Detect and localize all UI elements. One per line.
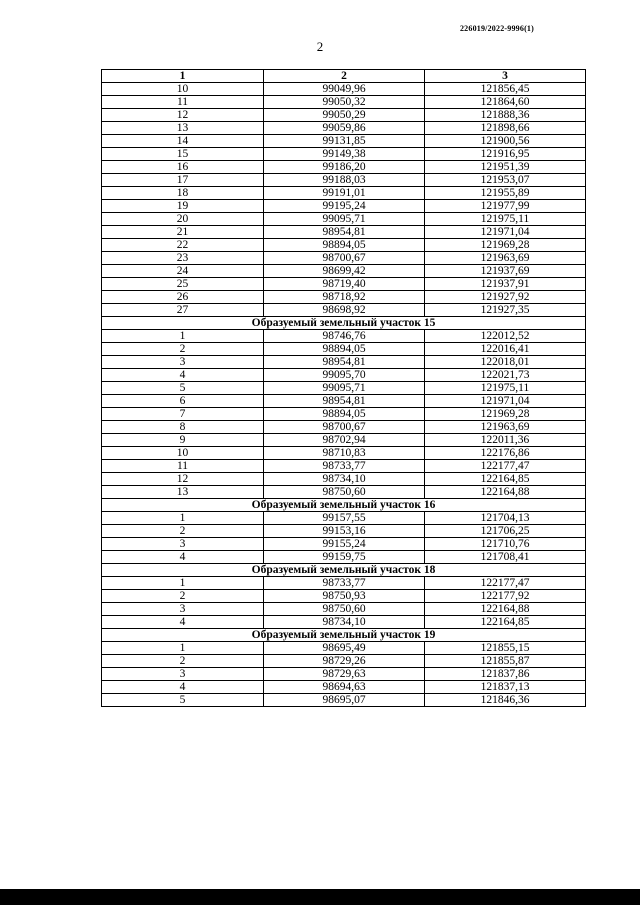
table-row [102, 590, 586, 603]
table-row [102, 226, 586, 239]
section-title: Образуемый земельный участок 19 [102, 629, 586, 642]
section-title-row [102, 629, 586, 642]
x-coordinate-cell: 99195,24 [264, 200, 425, 213]
x-coordinate-cell: 98894,05 [264, 343, 425, 356]
x-coordinate-cell: 98719,40 [264, 278, 425, 291]
table-row [102, 148, 586, 161]
y-coordinate-cell: 121927,35 [425, 304, 586, 317]
y-coordinate-cell: 121969,28 [425, 408, 586, 421]
point-number-cell: 14 [102, 135, 264, 148]
point-number-cell: 27 [102, 304, 264, 317]
x-coordinate-cell: 98734,10 [264, 473, 425, 486]
table-row [102, 694, 586, 707]
point-number-cell: 2 [102, 343, 264, 356]
table-row [102, 187, 586, 200]
x-coordinate-cell: 98733,77 [264, 577, 425, 590]
y-coordinate-cell: 121888,36 [425, 109, 586, 122]
x-coordinate-cell: 99191,01 [264, 187, 425, 200]
y-coordinate-cell: 122011,36 [425, 434, 586, 447]
table-row [102, 512, 586, 525]
table-row [102, 304, 586, 317]
y-coordinate-cell: 121704,13 [425, 512, 586, 525]
y-coordinate-cell: 121975,11 [425, 213, 586, 226]
section-title-row [102, 564, 586, 577]
table-row [102, 434, 586, 447]
x-coordinate-cell: 99059,86 [264, 122, 425, 135]
x-coordinate-cell: 99050,29 [264, 109, 425, 122]
table-row [102, 161, 586, 174]
y-coordinate-cell: 121898,66 [425, 122, 586, 135]
point-number-cell: 21 [102, 226, 264, 239]
x-coordinate-cell: 98700,67 [264, 421, 425, 434]
table-row [102, 525, 586, 538]
table-header-row [102, 70, 586, 83]
table-row [102, 538, 586, 551]
point-number-cell: 5 [102, 694, 264, 707]
x-coordinate-cell: 98695,49 [264, 642, 425, 655]
point-number-cell: 24 [102, 265, 264, 278]
x-coordinate-cell: 99049,96 [264, 83, 425, 96]
y-coordinate-cell: 121971,04 [425, 226, 586, 239]
table-row [102, 369, 586, 382]
table-row [102, 356, 586, 369]
y-coordinate-cell: 121916,95 [425, 148, 586, 161]
y-coordinate-cell: 121710,76 [425, 538, 586, 551]
x-coordinate-cell: 98702,94 [264, 434, 425, 447]
table-row [102, 213, 586, 226]
point-number-cell: 18 [102, 187, 264, 200]
table-row [102, 122, 586, 135]
y-coordinate-cell: 122177,47 [425, 460, 586, 473]
point-number-cell: 1 [102, 512, 264, 525]
point-number-cell: 4 [102, 616, 264, 629]
x-coordinate-cell: 98750,60 [264, 486, 425, 499]
table-row [102, 278, 586, 291]
point-number-cell: 12 [102, 109, 264, 122]
x-coordinate-cell: 98694,63 [264, 681, 425, 694]
table-row [102, 408, 586, 421]
table-row [102, 291, 586, 304]
x-coordinate-cell: 99159,75 [264, 551, 425, 564]
table-row [102, 174, 586, 187]
table-row [102, 655, 586, 668]
x-coordinate-cell: 98699,42 [264, 265, 425, 278]
point-number-cell: 7 [102, 408, 264, 421]
point-number-cell: 13 [102, 122, 264, 135]
scan-bottom-edge [0, 889, 640, 905]
y-coordinate-cell: 122164,88 [425, 603, 586, 616]
table-row [102, 616, 586, 629]
y-coordinate-cell: 122018,01 [425, 356, 586, 369]
coordinates-table-body [102, 70, 586, 707]
point-number-cell: 6 [102, 395, 264, 408]
y-coordinate-cell: 121937,69 [425, 265, 586, 278]
point-number-cell: 8 [102, 421, 264, 434]
y-coordinate-cell: 122012,52 [425, 330, 586, 343]
x-coordinate-cell: 99095,70 [264, 369, 425, 382]
table-row [102, 681, 586, 694]
point-number-cell: 22 [102, 239, 264, 252]
x-coordinate-cell: 98695,07 [264, 694, 425, 707]
point-number-cell: 5 [102, 382, 264, 395]
point-number-cell: 3 [102, 356, 264, 369]
section-title-row [102, 499, 586, 512]
table-row [102, 343, 586, 356]
y-coordinate-cell: 121864,60 [425, 96, 586, 109]
section-title: Образуемый земельный участок 16 [102, 499, 586, 512]
point-number-cell: 1 [102, 577, 264, 590]
point-number-cell: 3 [102, 668, 264, 681]
y-coordinate-cell: 122164,85 [425, 473, 586, 486]
y-coordinate-cell: 121969,28 [425, 239, 586, 252]
y-coordinate-cell: 121963,69 [425, 421, 586, 434]
y-coordinate-cell: 122177,92 [425, 590, 586, 603]
y-coordinate-cell: 121971,04 [425, 395, 586, 408]
y-coordinate-cell: 122164,88 [425, 486, 586, 499]
table-row [102, 382, 586, 395]
y-coordinate-cell: 122016,41 [425, 343, 586, 356]
y-coordinate-cell: 121708,41 [425, 551, 586, 564]
point-number-cell: 4 [102, 551, 264, 564]
x-coordinate-cell: 98700,67 [264, 252, 425, 265]
point-number-cell: 16 [102, 161, 264, 174]
point-number-cell: 1 [102, 330, 264, 343]
y-coordinate-cell: 121837,13 [425, 681, 586, 694]
x-coordinate-cell: 99153,16 [264, 525, 425, 538]
x-coordinate-cell: 98750,60 [264, 603, 425, 616]
x-coordinate-cell: 99157,55 [264, 512, 425, 525]
y-coordinate-cell: 121846,36 [425, 694, 586, 707]
point-number-cell: 2 [102, 655, 264, 668]
table-row [102, 96, 586, 109]
x-coordinate-cell: 98729,63 [264, 668, 425, 681]
x-coordinate-cell: 98894,05 [264, 408, 425, 421]
table-row [102, 486, 586, 499]
y-coordinate-cell: 121927,92 [425, 291, 586, 304]
x-coordinate-cell: 98733,77 [264, 460, 425, 473]
point-number-cell: 2 [102, 525, 264, 538]
table-row [102, 83, 586, 96]
table-row [102, 668, 586, 681]
point-number-cell: 25 [102, 278, 264, 291]
x-coordinate-cell: 99131,85 [264, 135, 425, 148]
point-number-cell: 20 [102, 213, 264, 226]
coordinates-table [101, 69, 586, 707]
point-number-cell: 4 [102, 369, 264, 382]
table-row [102, 109, 586, 122]
y-coordinate-cell: 121955,89 [425, 187, 586, 200]
x-coordinate-cell: 98954,81 [264, 395, 425, 408]
x-coordinate-cell: 98698,92 [264, 304, 425, 317]
x-coordinate-cell: 98954,81 [264, 356, 425, 369]
y-coordinate-cell: 121937,91 [425, 278, 586, 291]
table-row [102, 135, 586, 148]
y-coordinate-cell: 121951,39 [425, 161, 586, 174]
table-row [102, 447, 586, 460]
table-row [102, 421, 586, 434]
x-coordinate-cell: 98750,93 [264, 590, 425, 603]
table-row [102, 603, 586, 616]
page-number: 2 [316, 39, 324, 54]
y-coordinate-cell: 121977,99 [425, 200, 586, 213]
x-coordinate-cell: 99155,24 [264, 538, 425, 551]
x-coordinate-cell: 98718,92 [264, 291, 425, 304]
table-row [102, 460, 586, 473]
x-coordinate-cell: 98954,81 [264, 226, 425, 239]
header-col-3: 3 [425, 70, 586, 83]
point-number-cell: 17 [102, 174, 264, 187]
point-number-cell: 3 [102, 603, 264, 616]
y-coordinate-cell: 121975,11 [425, 382, 586, 395]
point-number-cell: 13 [102, 486, 264, 499]
table-row [102, 200, 586, 213]
y-coordinate-cell: 121706,25 [425, 525, 586, 538]
table-row [102, 265, 586, 278]
table-row [102, 330, 586, 343]
y-coordinate-cell: 121900,56 [425, 135, 586, 148]
point-number-cell: 19 [102, 200, 264, 213]
point-number-cell: 9 [102, 434, 264, 447]
y-coordinate-cell: 122177,47 [425, 577, 586, 590]
x-coordinate-cell: 98734,10 [264, 616, 425, 629]
section-title: Образуемый земельный участок 15 [102, 317, 586, 330]
point-number-cell: 2 [102, 590, 264, 603]
x-coordinate-cell: 99186,20 [264, 161, 425, 174]
x-coordinate-cell: 98710,83 [264, 447, 425, 460]
section-title-row [102, 317, 586, 330]
header-col-1: 1 [102, 70, 264, 83]
point-number-cell: 15 [102, 148, 264, 161]
y-coordinate-cell: 121855,15 [425, 642, 586, 655]
x-coordinate-cell: 98746,76 [264, 330, 425, 343]
point-number-cell: 1 [102, 642, 264, 655]
point-number-cell: 12 [102, 473, 264, 486]
document-number: 226019/2022-9996(1) [459, 24, 534, 33]
point-number-cell: 11 [102, 460, 264, 473]
x-coordinate-cell: 99095,71 [264, 213, 425, 226]
table-row [102, 473, 586, 486]
table-row [102, 642, 586, 655]
table-row [102, 395, 586, 408]
y-coordinate-cell: 122164,85 [425, 616, 586, 629]
x-coordinate-cell: 98729,26 [264, 655, 425, 668]
y-coordinate-cell: 121856,45 [425, 83, 586, 96]
x-coordinate-cell: 99050,32 [264, 96, 425, 109]
y-coordinate-cell: 121855,87 [425, 655, 586, 668]
point-number-cell: 4 [102, 681, 264, 694]
y-coordinate-cell: 121963,69 [425, 252, 586, 265]
point-number-cell: 3 [102, 538, 264, 551]
y-coordinate-cell: 122176,86 [425, 447, 586, 460]
x-coordinate-cell: 99149,38 [264, 148, 425, 161]
header-col-2: 2 [264, 70, 425, 83]
y-coordinate-cell: 122021,73 [425, 369, 586, 382]
section-title: Образуемый земельный участок 18 [102, 564, 586, 577]
point-number-cell: 10 [102, 447, 264, 460]
y-coordinate-cell: 121837,86 [425, 668, 586, 681]
point-number-cell: 26 [102, 291, 264, 304]
table-row [102, 252, 586, 265]
x-coordinate-cell: 98894,05 [264, 239, 425, 252]
point-number-cell: 10 [102, 83, 264, 96]
point-number-cell: 23 [102, 252, 264, 265]
point-number-cell: 11 [102, 96, 264, 109]
table-row [102, 577, 586, 590]
x-coordinate-cell: 99095,71 [264, 382, 425, 395]
table-row [102, 239, 586, 252]
table-row [102, 551, 586, 564]
y-coordinate-cell: 121953,07 [425, 174, 586, 187]
x-coordinate-cell: 99188,03 [264, 174, 425, 187]
